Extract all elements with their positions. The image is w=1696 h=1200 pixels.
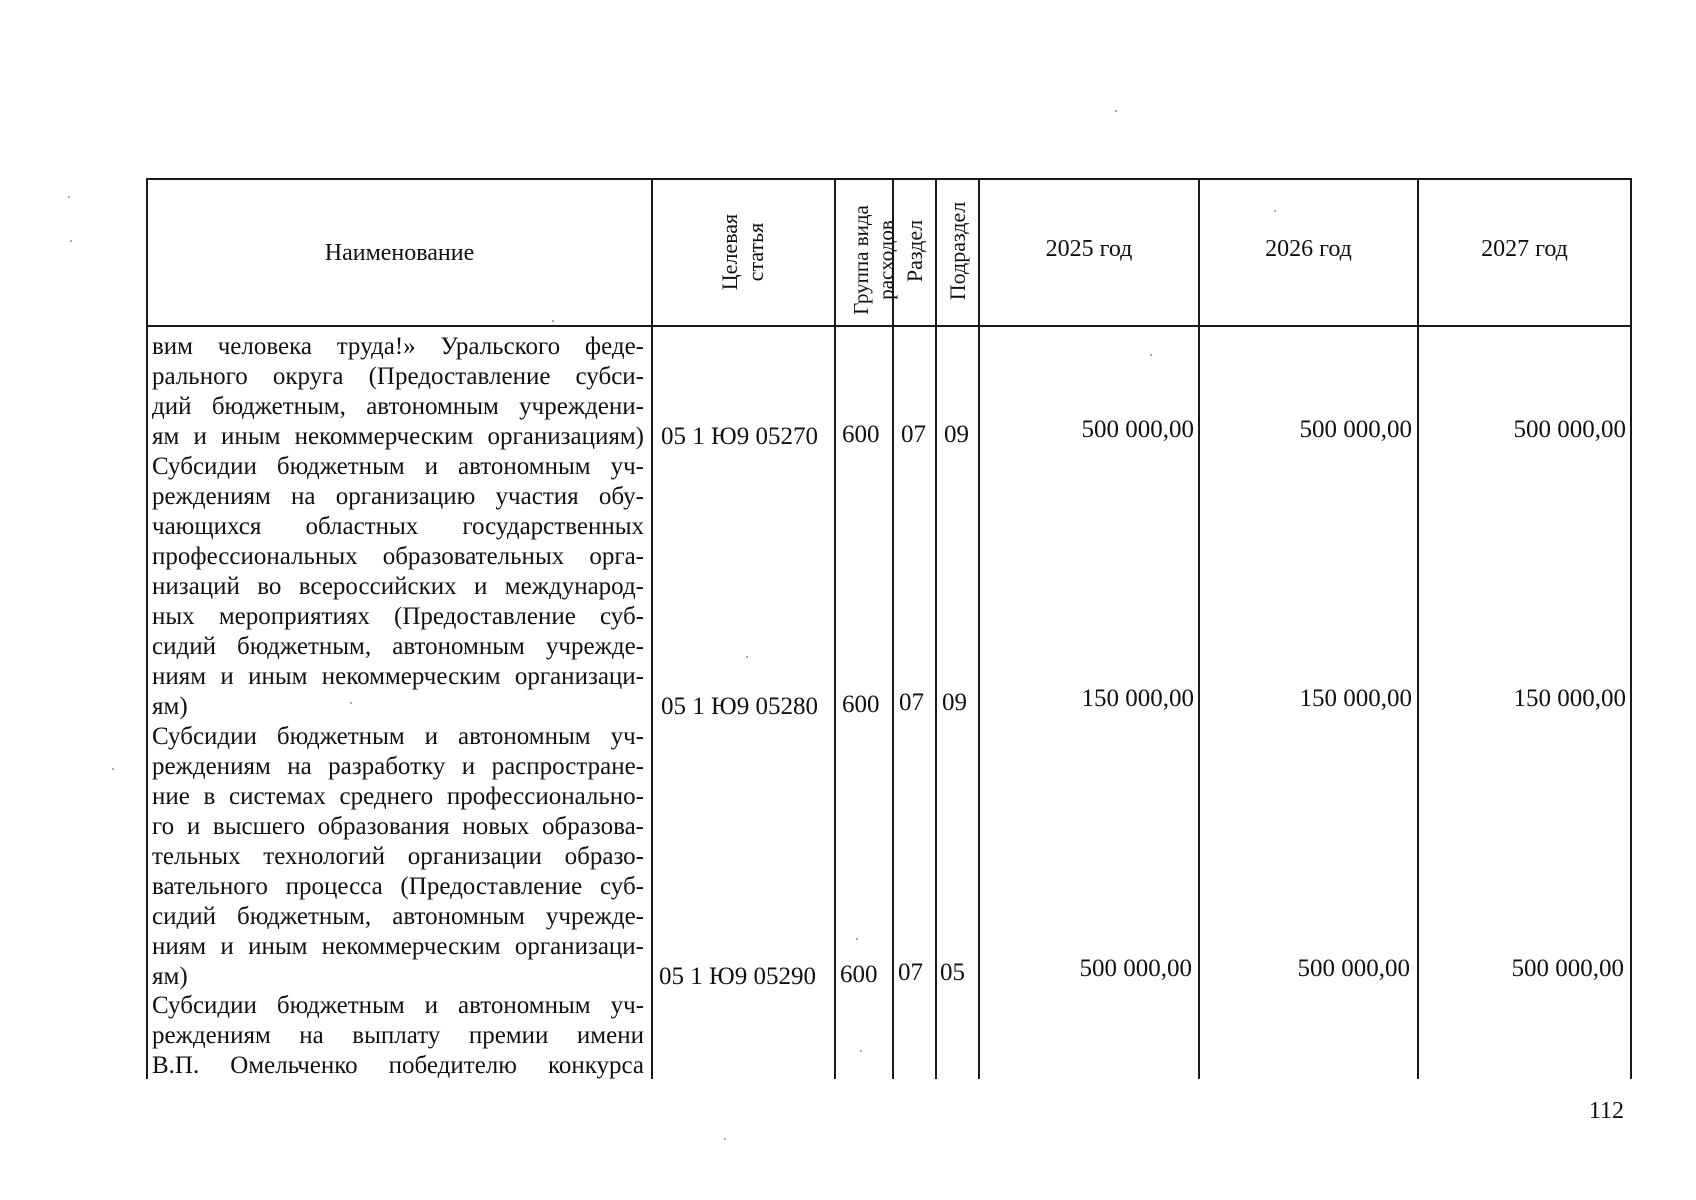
- row-3-section: 07: [898, 959, 923, 986]
- row-1-name-line: дий бюджетным, автономным учреждени-: [152, 393, 644, 420]
- row-2-expense-group: 600: [842, 691, 880, 718]
- header-target-article-line2: статья: [743, 222, 768, 282]
- header-2027: [1419, 180, 1630, 318]
- header-section: [900, 201, 930, 301]
- row-3-2025: 500 000,00: [1079, 955, 1192, 982]
- row-3-expense-group: 600: [840, 961, 878, 988]
- row-1-name-line: вим человека труда!» Уральского феде-: [152, 333, 644, 360]
- row-2-name-line: Субсидии бюджетным и автономным уч-: [152, 453, 644, 480]
- row-3-2027: 500 000,00: [1511, 955, 1624, 982]
- row-3-name-line: ям): [152, 963, 188, 990]
- row-2-name-line: чающихся областных государственных: [152, 513, 644, 540]
- row-2-subsection: 09: [942, 689, 967, 716]
- scan-speck: [724, 1138, 726, 1140]
- col-border-article: [834, 178, 836, 1079]
- row-3-name-line: го и высшего образования новых образова-: [152, 813, 644, 840]
- row-2-2025: 150 000,00: [1081, 685, 1194, 712]
- row-2-section: 07: [899, 689, 924, 716]
- header-2025: [980, 180, 1198, 318]
- row-3-name-line: тельных технологий организации образо-: [152, 843, 644, 870]
- row-2-name-line: сидий бюджетным, автономным учрежде-: [152, 633, 644, 660]
- header-expense-group: [846, 190, 902, 330]
- row-4-name-line: Субсидии бюджетным и автономным уч-: [152, 992, 644, 1019]
- row-1-target-article: 05 1 Ю9 05270: [661, 423, 818, 450]
- row-2-name-line: ниям и иным некоммерческим организаци-: [152, 663, 644, 690]
- row-3-target-article: 05 1 Ю9 05290: [659, 963, 816, 990]
- header-2026: [1200, 180, 1417, 318]
- row-3-name-line: ние в системах среднего профессионально-: [152, 783, 644, 810]
- row-1-2027: 500 000,00: [1513, 416, 1626, 443]
- row-3-name-line: Субсидии бюджетным и автономным уч-: [152, 723, 644, 750]
- scan-speck: [552, 320, 554, 322]
- scan-speck: [1274, 210, 1276, 212]
- header-subsection-label: Подраздел: [945, 201, 970, 301]
- col-border-section: [935, 178, 937, 1079]
- scan-speck: [1150, 354, 1152, 356]
- row-1-name-line: рального округа (Предоставление субси-: [152, 363, 644, 390]
- row-3-name-line: сидий бюджетным, автономным учрежде-: [152, 903, 644, 930]
- col-border-right: [1630, 178, 1632, 1079]
- header-expense-group-line1: Группа вида: [849, 205, 873, 315]
- table-row-4-name: [152, 991, 644, 1081]
- row-3-name-line: ниям и иным некоммерческим организаци-: [152, 933, 644, 960]
- scan-speck: [856, 938, 858, 940]
- row-4-name-line: В.П. Омельченко победителю конкурса: [152, 1052, 644, 1079]
- scan-speck: [68, 196, 70, 198]
- header-name: [148, 180, 651, 325]
- header-subsection: [943, 191, 973, 311]
- scan-speck: [350, 702, 352, 704]
- row-1-2026: 500 000,00: [1299, 416, 1412, 443]
- row-2-target-article: 05 1 Ю9 05280: [661, 693, 818, 720]
- scan-speck: [746, 656, 748, 658]
- row-2-2027: 150 000,00: [1513, 685, 1626, 712]
- header-2026-label: 2026 год: [1265, 236, 1352, 262]
- col-border-name: [651, 178, 653, 1079]
- row-2-name-line: ям): [152, 693, 188, 720]
- header-2025-label: 2025 год: [1045, 236, 1133, 262]
- scan-speck: [112, 768, 114, 770]
- row-1-section: 07: [901, 421, 926, 448]
- header-section-label: Раздел: [902, 219, 927, 283]
- row-2-name-line: реждениям на организацию участия обу-: [152, 483, 644, 510]
- row-1-expense-group: 600: [842, 421, 880, 448]
- header-name-label: Наименование: [324, 239, 475, 266]
- row-3-2026: 500 000,00: [1297, 955, 1410, 982]
- row-4-name-line: реждениям на выплату премии имени: [152, 1022, 644, 1049]
- row-1-subsection: 09: [944, 421, 969, 448]
- page-number: 112: [1588, 1098, 1624, 1124]
- row-2-name-line: профессиональных образовательных орга-: [152, 543, 644, 570]
- row-2-2026: 150 000,00: [1299, 685, 1412, 712]
- row-1-name-line: ям и иным некоммерческим организациям): [152, 423, 644, 450]
- row-2-name-line: низаций во всероссийских и международ-: [152, 573, 644, 600]
- table-row-1-name: [152, 332, 644, 452]
- scan-speck: [1115, 110, 1117, 112]
- row-3-name-line: вательного процесса (Предоставление суб-: [152, 873, 644, 900]
- scan-speck: [70, 240, 72, 242]
- row-3-name-line: реждениям на разработку и распростране-: [152, 753, 644, 780]
- row-1-2025: 500 000,00: [1081, 416, 1194, 443]
- header-expense-group-line2: расходов: [874, 220, 898, 300]
- row-2-name-line: ных мероприятиях (Предоставление суб-: [152, 603, 644, 630]
- row-3-subsection: 05: [940, 959, 965, 986]
- header-target-article: [703, 192, 783, 312]
- table-row-3-name: [152, 722, 644, 992]
- scan-speck: [860, 1050, 862, 1052]
- header-2027-label: 2027 год: [1481, 236, 1568, 262]
- header-target-article-line1: Целевая: [717, 213, 742, 291]
- table-row-2-name: [152, 452, 644, 722]
